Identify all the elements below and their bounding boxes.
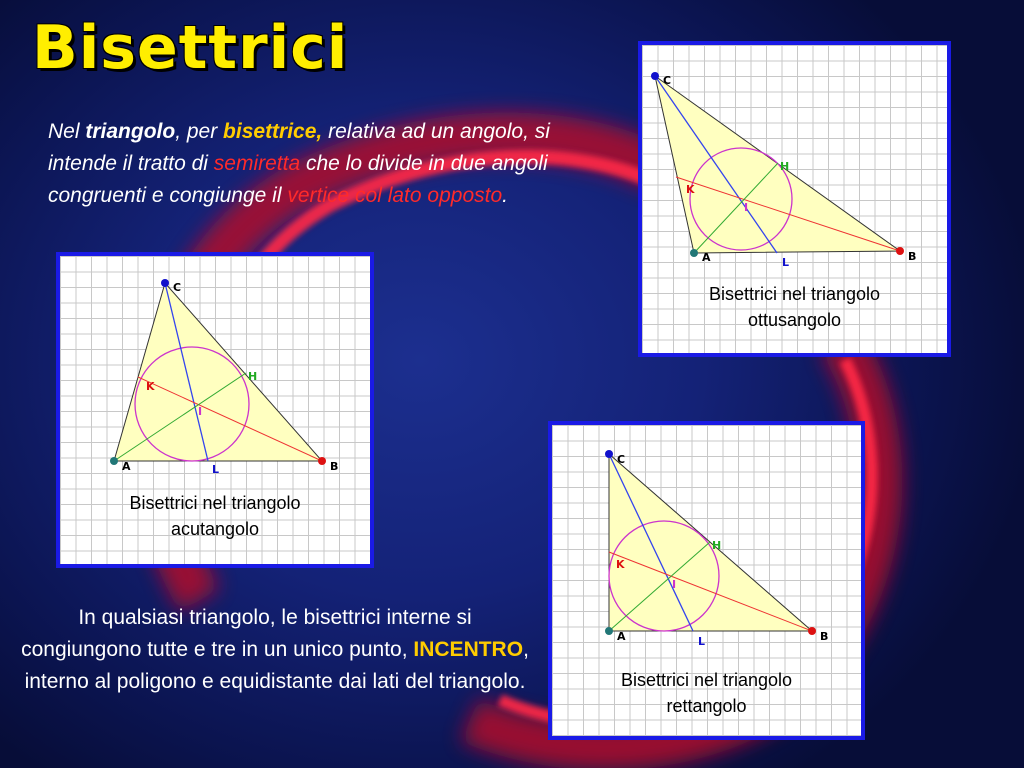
intro-text-5: . [502,184,508,207]
page-title: Bisettrici [32,13,349,83]
intro-text-4: che lo divide in due angoli congruenti e congiunge il [48,152,548,207]
intro-text-2: , per [175,120,224,143]
label-h: H [712,539,722,552]
label-b: B [330,460,339,473]
label-i: I [672,578,677,591]
label-c: C [173,281,182,294]
panel-acutangolo [56,252,374,568]
point-b-ottusangolo [896,247,904,255]
caption-ottusangolo-line1: Bisettrici nel triangolo [708,284,881,304]
label-h: H [780,160,790,173]
point-c-ottusangolo [651,72,659,80]
label-k: K [146,380,155,393]
triangle-ottusangolo [655,76,900,253]
label-l: L [782,256,790,269]
intro-term-vertice: vertice col lato opposto [287,184,503,207]
bottom-text-2: , interno al poligono e equidistante dai lati del triangolo. [24,638,529,693]
caption-ottusangolo-line2: ottusangolo [747,310,842,330]
point-a-acutangolo [110,457,118,465]
intro-term-bisettrice: bisettrice, [223,120,323,143]
point-b-acutangolo [318,457,326,465]
point-b-rettangolo [808,627,816,635]
incentro-paragraph [20,602,530,698]
label-h: H [248,370,258,383]
label-i: I [744,201,749,214]
label-c: C [663,74,672,87]
bottom-text-1: In qualsiasi triangolo, le bisettrici interne si congiungono tutte e tre in un unico punto, [21,606,472,661]
caption-ottusangolo [642,281,947,333]
label-a: A [702,251,711,264]
label-a: A [617,630,626,643]
intro-text-3: relativa ad un angolo, si intende il tratto di [48,120,550,175]
point-a-rettangolo [605,627,613,635]
label-l: L [212,463,220,476]
intro-term-semiretta: semiretta [213,152,301,175]
point-c-acutangolo [161,279,169,287]
caption-acutangolo-line2: acutangolo [170,519,260,539]
caption-acutangolo [60,490,370,542]
panel-rettangolo [548,421,865,740]
label-c: C [617,453,626,466]
label-k: K [616,558,625,571]
caption-rettangolo [552,667,861,719]
caption-rettangolo-line1: Bisettrici nel triangolo [620,670,793,690]
label-b: B [820,630,829,643]
label-a: A [122,460,131,473]
label-b: B [908,250,917,263]
intro-paragraph [48,116,578,212]
point-a-ottusangolo [690,249,698,257]
intro-term-triangolo: triangolo [85,120,176,143]
panel-ottusangolo [638,41,951,357]
label-k: K [686,183,695,196]
label-i: I [198,405,203,418]
caption-acutangolo-line1: Bisettrici nel triangolo [129,493,301,513]
caption-rettangolo-line2: rettangolo [666,696,747,716]
term-incentro: INCENTRO [413,638,524,661]
intro-text-1: Nel [48,120,86,143]
point-c-rettangolo [605,450,613,458]
label-l: L [698,635,706,648]
